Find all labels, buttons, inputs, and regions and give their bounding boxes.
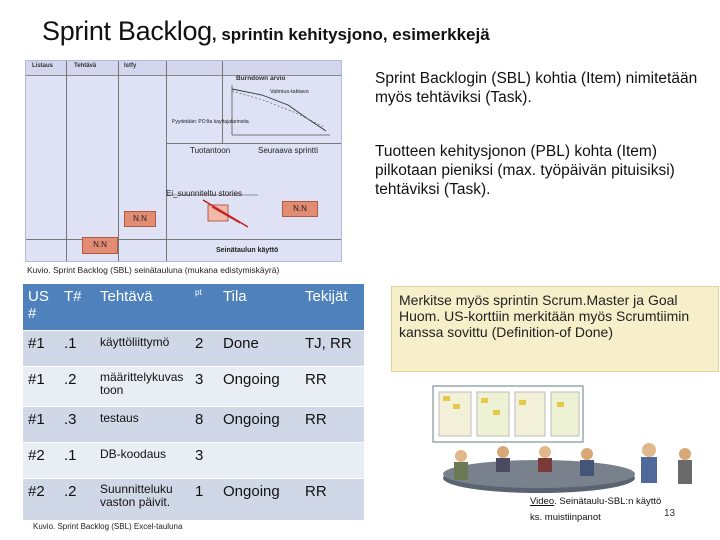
cell-t: .3 [59,407,95,443]
cell-tehtava: testaus [95,407,190,443]
table-header-row [23,284,364,331]
video-link[interactable]: Video [530,496,555,507]
table-row [23,407,364,443]
header-tekijat: Tekijät [300,284,364,331]
table-row [23,367,364,407]
board-header-istfy: Istfy [124,63,137,69]
board-label-pyydetaan: Pyydetään: PO:lta kayttajatarinoita [172,119,249,125]
card-label: N.N [133,214,147,223]
scrum-board-image [25,60,342,262]
board-card [124,211,156,227]
board-label-ei-suunniteltu: Ei_suunniteltu stories [166,189,243,198]
title-sub: , sprintin kehitysjono, esimerkkejä [211,25,490,44]
cell-t: .2 [59,479,95,521]
cell-tekijat: RR [300,407,364,443]
cell-tila: Done [218,331,300,367]
cell-t: .1 [59,443,95,479]
cell-pt: 3 [190,443,218,479]
cell-t: .2 [59,367,95,407]
video-caption [530,494,661,526]
cell-pt: 1 [190,479,218,521]
video-caption-notes: ks. muistiinpanot [530,512,601,523]
table-row [23,331,364,367]
scrum-master-note: Merkitse myös sprintin Scrum.Master ja Goal Huom. US-korttiin merkitään myös Scrumtiimin kanssa sovittu (Definition-of Done) [391,286,719,372]
meeting-illustration [417,382,717,500]
cell-us: #1 [23,407,59,443]
cell-tekijat: RR [300,479,364,521]
cell-tekijat [300,443,364,479]
cell-tila: Ongoing [218,407,300,443]
board-label-valmius: Valmius-taktavo [270,89,309,95]
cell-tehtava: käyttöliittymö [95,331,190,367]
cell-us: #2 [23,443,59,479]
card-label: N.N [93,240,107,249]
cell-tila: Ongoing [218,367,300,407]
header-tehtava: Tehtävä [95,284,190,331]
cell-tehtava: Suunnitteluku vaston päivit. [95,479,190,521]
board-header-listaus: Listaus [32,63,54,69]
board-label-kaytto: Seinätaulun käyttö [216,247,279,254]
cell-tila [218,443,300,479]
cell-t: .1 [59,331,95,367]
cell-tehtava: DB-koodaus [95,443,190,479]
table-caption: Kuvio. Sprint Backlog (SBL) Excel-tauluna [33,522,183,531]
header-t: T# [59,284,95,331]
header-us: US # [23,284,59,331]
board-card [282,201,318,217]
board-header-tehtava: Tehtävä [74,63,97,69]
table-row [23,479,364,521]
cell-us: #1 [23,331,59,367]
cell-pt: 2 [190,331,218,367]
paragraph-sbl: Sprint Backlogin (SBL) kohtia (Item) nimitetään myös tehtäviksi (Task). [375,70,698,106]
cell-us: #1 [23,367,59,407]
slide-title [42,16,490,47]
board-card [82,237,118,254]
cell-pt: 8 [190,407,218,443]
cell-us: #2 [23,479,59,521]
cell-pt: 3 [190,367,218,407]
board-label-tuotantoon: Tuotantoon [190,146,231,155]
page-number: 13 [664,508,676,519]
header-pt: pt [190,284,218,331]
sprint-backlog-table [23,284,364,521]
title-main: Sprint Backlog [42,16,212,46]
header-tila: Tila [218,284,300,331]
cell-tekijat: TJ, RR [300,331,364,367]
board-header-burndown: Burndown arvio [236,75,286,82]
video-caption-text: . Seinätaulu-SBL:n käyttö [554,496,662,507]
paragraph-pbl: Tuotteen kehitysjonon (PBL) kohta (Item) pilkotaan pieniksi (max. työpäivän pituisiksi) tehtäviksi (Task). [375,143,675,198]
board-caption: Kuvio. Sprint Backlog (SBL) seinätauluna (mukana edistymiskäyrä) [27,265,280,275]
cell-tila: Ongoing [218,479,300,521]
cell-tekijat: RR [300,367,364,407]
cell-tehtava: määrittelykuvastoon [95,367,190,407]
board-label-seuraava: Seuraava sprintti [258,146,319,155]
card-label: N.N [293,204,307,213]
table-row [23,443,364,479]
